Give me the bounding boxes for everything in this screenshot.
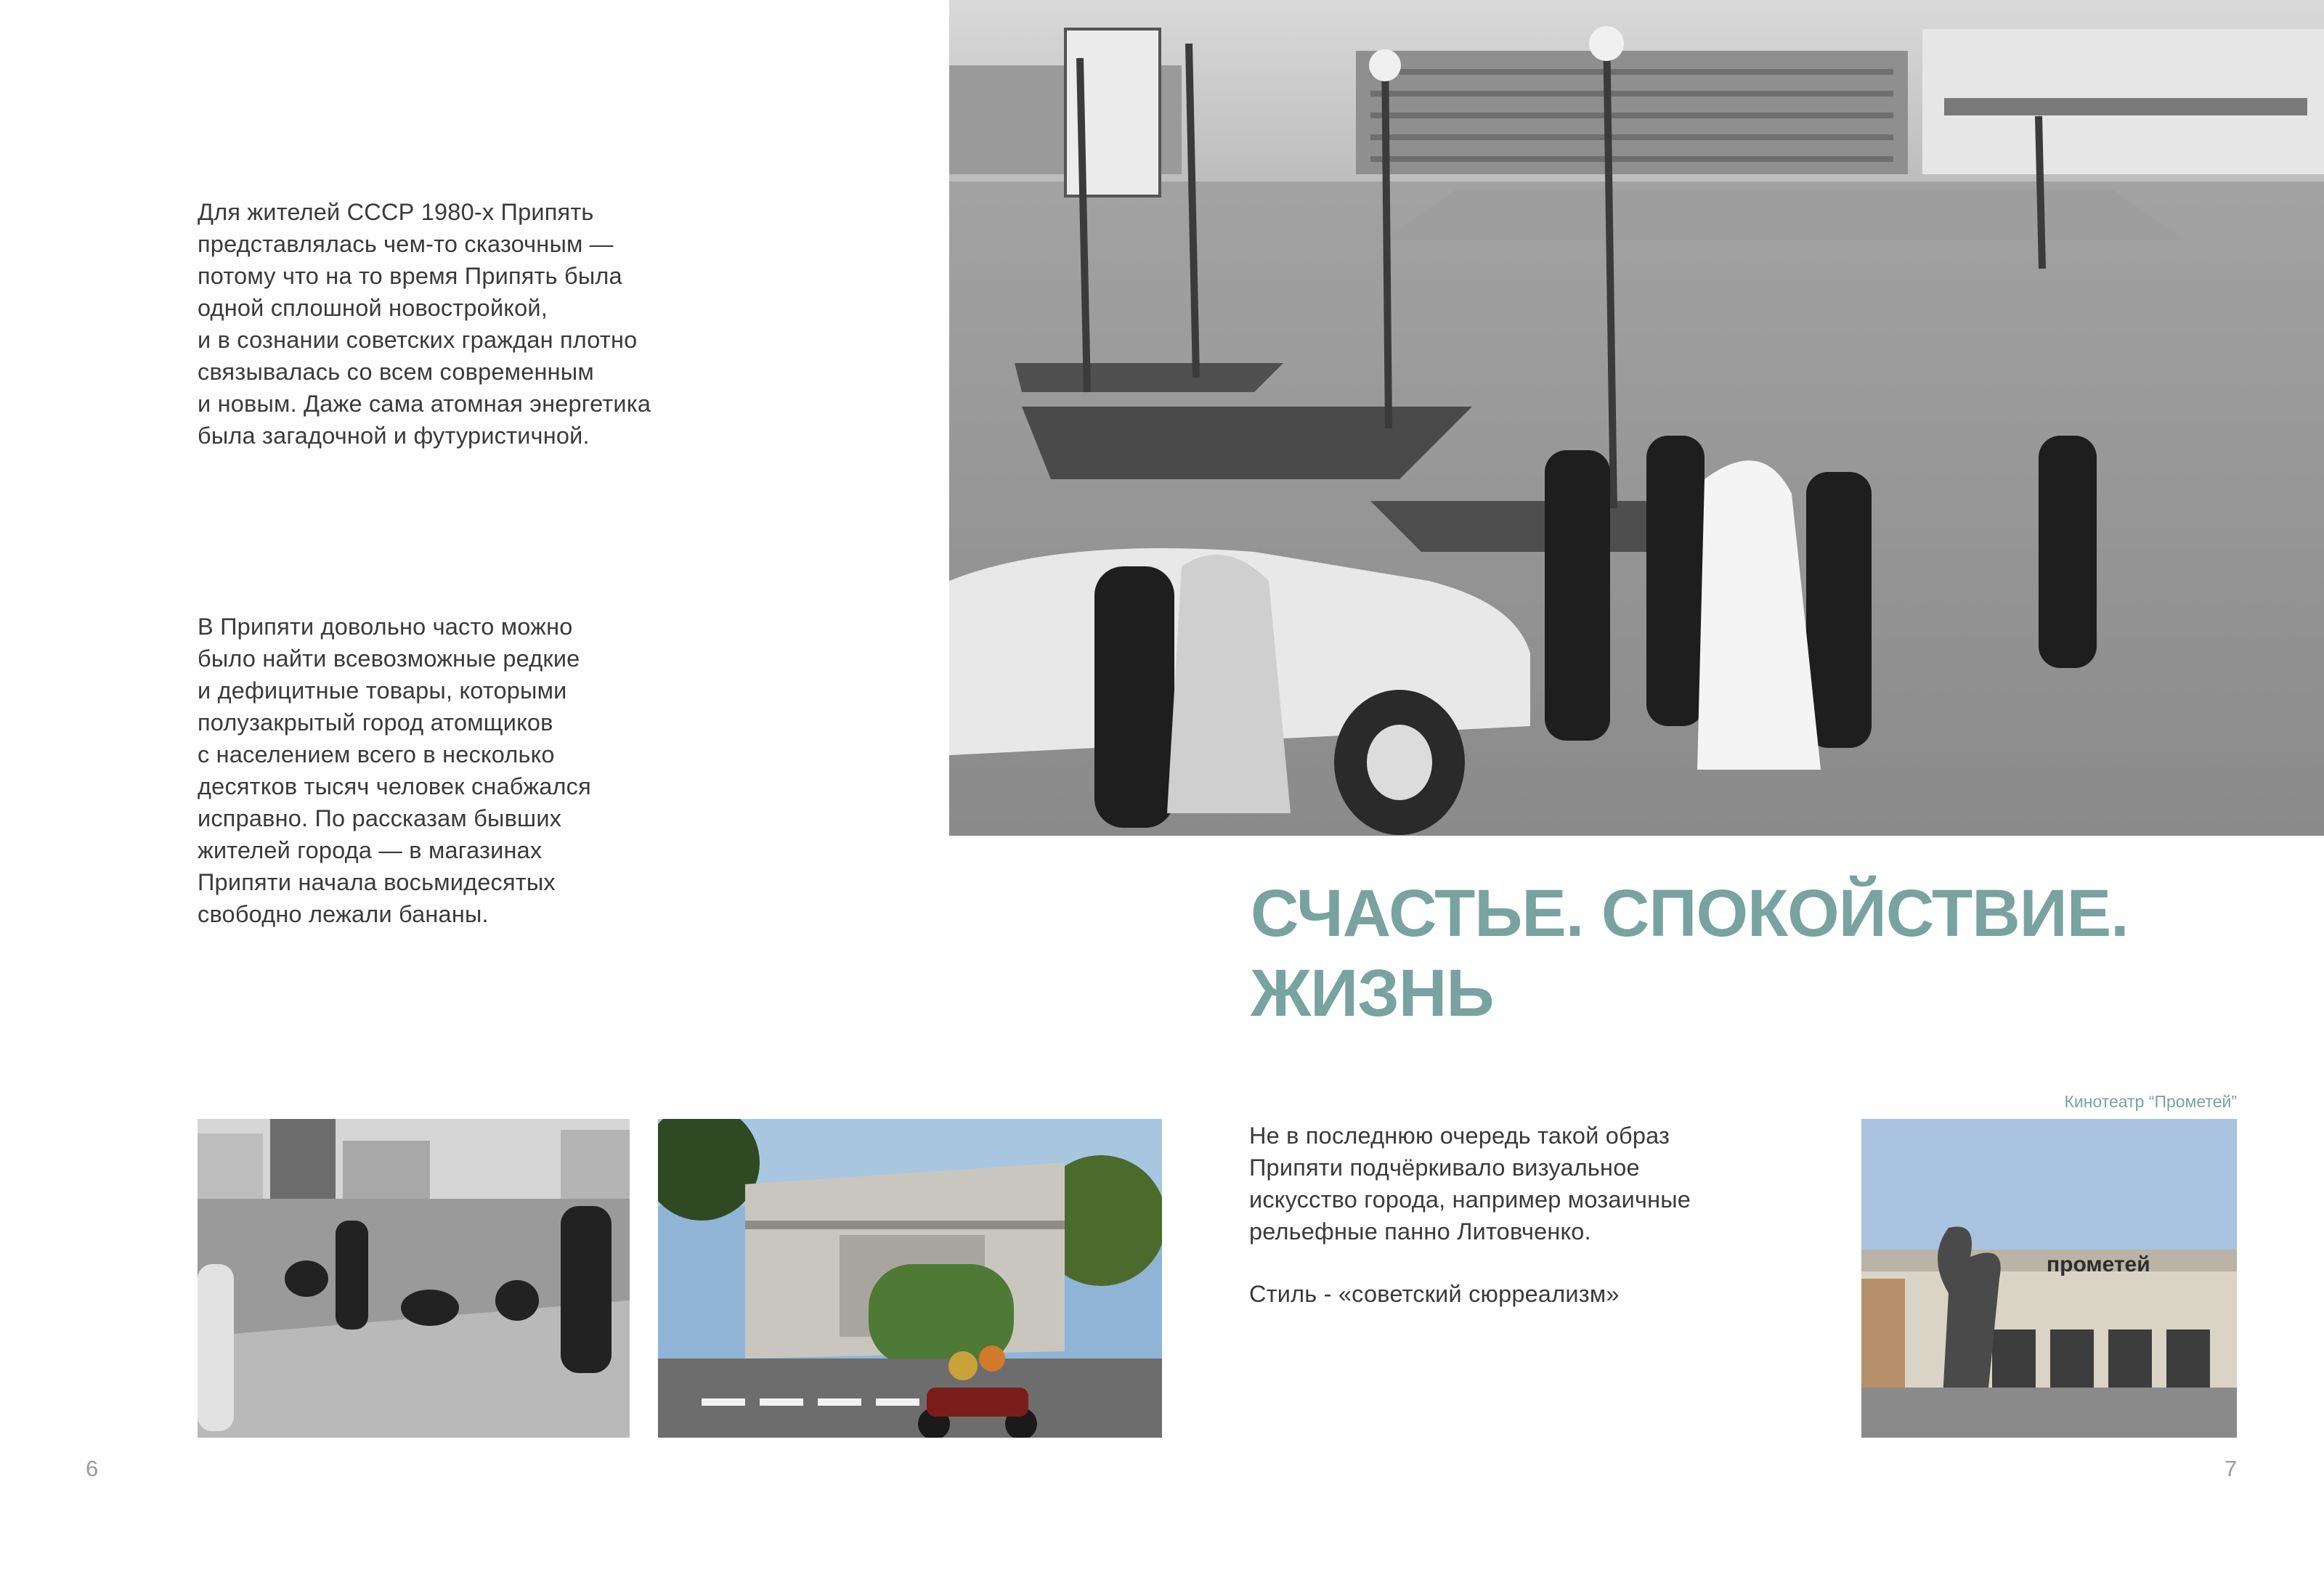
section-heading: СЧАСТЬЕ. СПОКОЙСТВИЕ. ЖИЗНЬ <box>1251 876 2129 1030</box>
style-line: Стиль - «советский сюрреализм» <box>1249 1281 1620 1307</box>
cinema-sign: прометей <box>2047 1253 2150 1276</box>
page-number-left: 6 <box>86 1456 99 1481</box>
hero-photo-wedding-square <box>949 0 2324 836</box>
art-paragraph: Не в последнюю очередь такой образ Припяти подчёркивало визуальное искусство города, например мозаичные рельефные панно Литовченко. <box>1249 1123 1691 1245</box>
photo-children-chalk <box>198 1119 630 1438</box>
intro-paragraph: Для жителей СССР 1980-х Припять представлялась чем-то сказочным — потому что на то время Припять была одной сплошной новостройкой, и в сознании советских граждан плотно связывалась со всем современным и новым. Даже сама атомная энергетика была загадочной и футуристичной. <box>198 199 651 449</box>
photo-cinema-prometheus <box>1861 1119 2237 1438</box>
goods-paragraph: В Припяти довольно часто можно было найти всевозможные редкие и дефицитные товары, которыми полузакрытый город атомщиков с населением всего в несколько десятков тысяч человек снабжался исправно. По рассказам бывших жителей города — в магазинах Припяти начала восьмидесятых свободно лежали бананы. <box>198 614 591 927</box>
page-number-right: 7 <box>2225 1456 2238 1481</box>
photo-street-motorcycle <box>658 1119 1162 1438</box>
cinema-photo-caption: Кинотеатр “Прометей” <box>2064 1092 2237 1111</box>
